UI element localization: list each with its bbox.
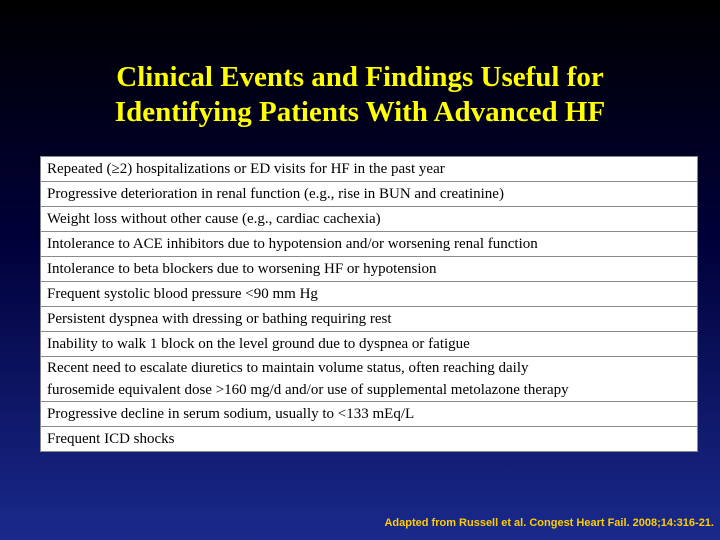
criteria-table-body xyxy=(41,157,698,452)
criteria-text: Frequent systolic blood pressure <90 mm Hg xyxy=(47,286,318,302)
criteria-row xyxy=(41,207,698,232)
criteria-cell xyxy=(41,427,698,452)
criteria-text: Progressive decline in serum sodium, usually to <133 mEq/L xyxy=(47,406,415,422)
criteria-row xyxy=(41,332,698,357)
criteria-row xyxy=(41,427,698,452)
slide-title-line-2: Identifying Patients With Advanced HF xyxy=(114,96,606,128)
criteria-text: Intolerance to ACE inhibitors due to hypotension and/or worsening renal function xyxy=(47,236,538,252)
criteria-cell xyxy=(41,232,698,257)
criteria-cell xyxy=(41,307,698,332)
criteria-cell xyxy=(41,402,698,427)
criteria-text: Persistent dyspnea with dressing or bathing requiring rest xyxy=(47,311,392,327)
criteria-text: furosemide equivalent dose >160 mg/d and/or use of supplemental metolazone therapy xyxy=(47,382,569,398)
criteria-row xyxy=(41,357,698,402)
criteria-cell xyxy=(41,357,698,402)
criteria-text: Intolerance to beta blockers due to worsening HF or hypotension xyxy=(47,261,437,277)
criteria-text: Inability to walk 1 block on the level ground due to dyspnea or fatigue xyxy=(47,336,470,352)
criteria-row xyxy=(41,257,698,282)
criteria-cell xyxy=(41,207,698,232)
criteria-text: Recent need to escalate diuretics to maintain volume status, often reaching daily xyxy=(47,360,529,376)
criteria-cell xyxy=(41,157,698,182)
criteria-row xyxy=(41,402,698,427)
criteria-cell xyxy=(41,257,698,282)
criteria-row xyxy=(41,307,698,332)
criteria-table xyxy=(40,156,698,452)
slide-title xyxy=(0,60,720,130)
criteria-row xyxy=(41,282,698,307)
criteria-text: Progressive deterioration in renal function (e.g., rise in BUN and creatinine) xyxy=(47,186,504,202)
citation: Adapted from Russell et al. Congest Heart Fail. 2008;14:316-21. xyxy=(384,517,714,529)
criteria-text: Frequent ICD shocks xyxy=(47,431,175,447)
criteria-cell xyxy=(41,282,698,307)
criteria-text: Weight loss without other cause (e.g., cardiac cachexia) xyxy=(47,211,381,227)
criteria-cell xyxy=(41,182,698,207)
criteria-row xyxy=(41,182,698,207)
criteria-row xyxy=(41,157,698,182)
criteria-row xyxy=(41,232,698,257)
criteria-cell xyxy=(41,332,698,357)
slide-title-line-1: Clinical Events and Findings Useful for xyxy=(116,61,604,93)
criteria-text: Repeated (≥2) hospitalizations or ED visits for HF in the past year xyxy=(47,161,445,177)
